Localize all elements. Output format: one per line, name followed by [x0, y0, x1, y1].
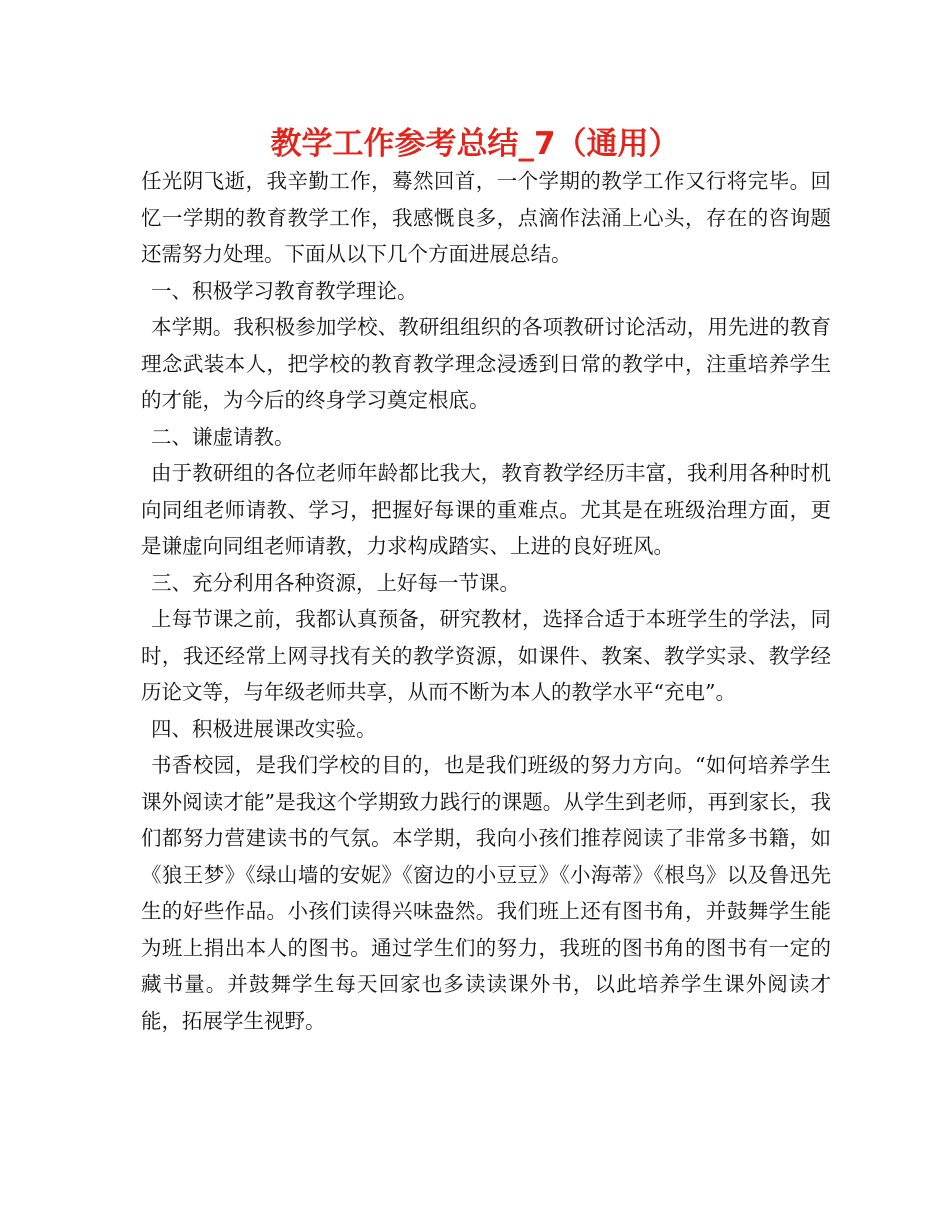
section-paragraph-2: 由于教研组的各位老师年龄都比我大，教育教学经历丰富，我利用各种时机向同组老师请教、学习，把握好每课的重难点。尤其是在班级治理方面，更是谦虚向同组老师请教，力求构成踏实、上进的良好班风。: [141, 461, 831, 558]
section-heading-4: 四、积极进展课改实验。: [151, 716, 377, 741]
section-heading-1: 一、积极学习教育教学理论。: [151, 278, 418, 303]
section-paragraph-4: 书香校园，是我们学校的目的，也是我们班级的努力方向。“如何培养学生课外阅读才能”是我这个学期致力践行的课题。从学生到老师，再到家长，我们都努力营建读书的气氛。本学期，我向小孩们推荐阅读了非常多书籍，如《狼王梦》《绿山墙的安妮》《窗边的小豆豆》《小海蒂》《根鸟》以及鲁迅先生的好些作品。小孩们读得兴味盎然。我们班上还有图书角，并鼓舞学生能为班上捐出本人的图书。通过学生们的努力，我班的图书角的图书有一定的藏书量。并鼓舞学生每天回家也多读读课外书，以此培养学生课外阅读才能，拓展学生视野。: [141, 753, 831, 1033]
section-paragraph-1: 本学期。我积极参加学校、教研组组织的各项教研讨论活动，用先进的教育理念武装本人，把学校的教育教学理念浸透到日常的教学中，注重培养学生的才能，为今后的终身学习奠定根底。: [141, 315, 831, 412]
intro-paragraph: 任光阴飞逝，我辛勤工作，蓦然回首，一个学期的教学工作又行将完毕。回忆一学期的教育教学工作，我感慨良多，点滴作法涌上心头，存在的咨询题还需努力处理。下面从以下几个方面进展总结。: [141, 169, 831, 266]
document-body: [141, 163, 831, 1039]
section-heading-3: 三、充分利用各种资源，上好每一节课。: [151, 570, 520, 595]
section-paragraph-3: 上每节课之前，我都认真预备，研究教材，选择合适于本班学生的学法，同时，我还经常上网寻找有关的教学资源，如课件、教案、教学实录、教学经历论文等，与年级老师共享，从而不断为本人的教学水平“充电”。: [141, 607, 831, 704]
section-heading-2: 二、谦虚请教。: [151, 424, 295, 449]
page-title: 教学工作参考总结_7（通用）: [270, 126, 680, 162]
